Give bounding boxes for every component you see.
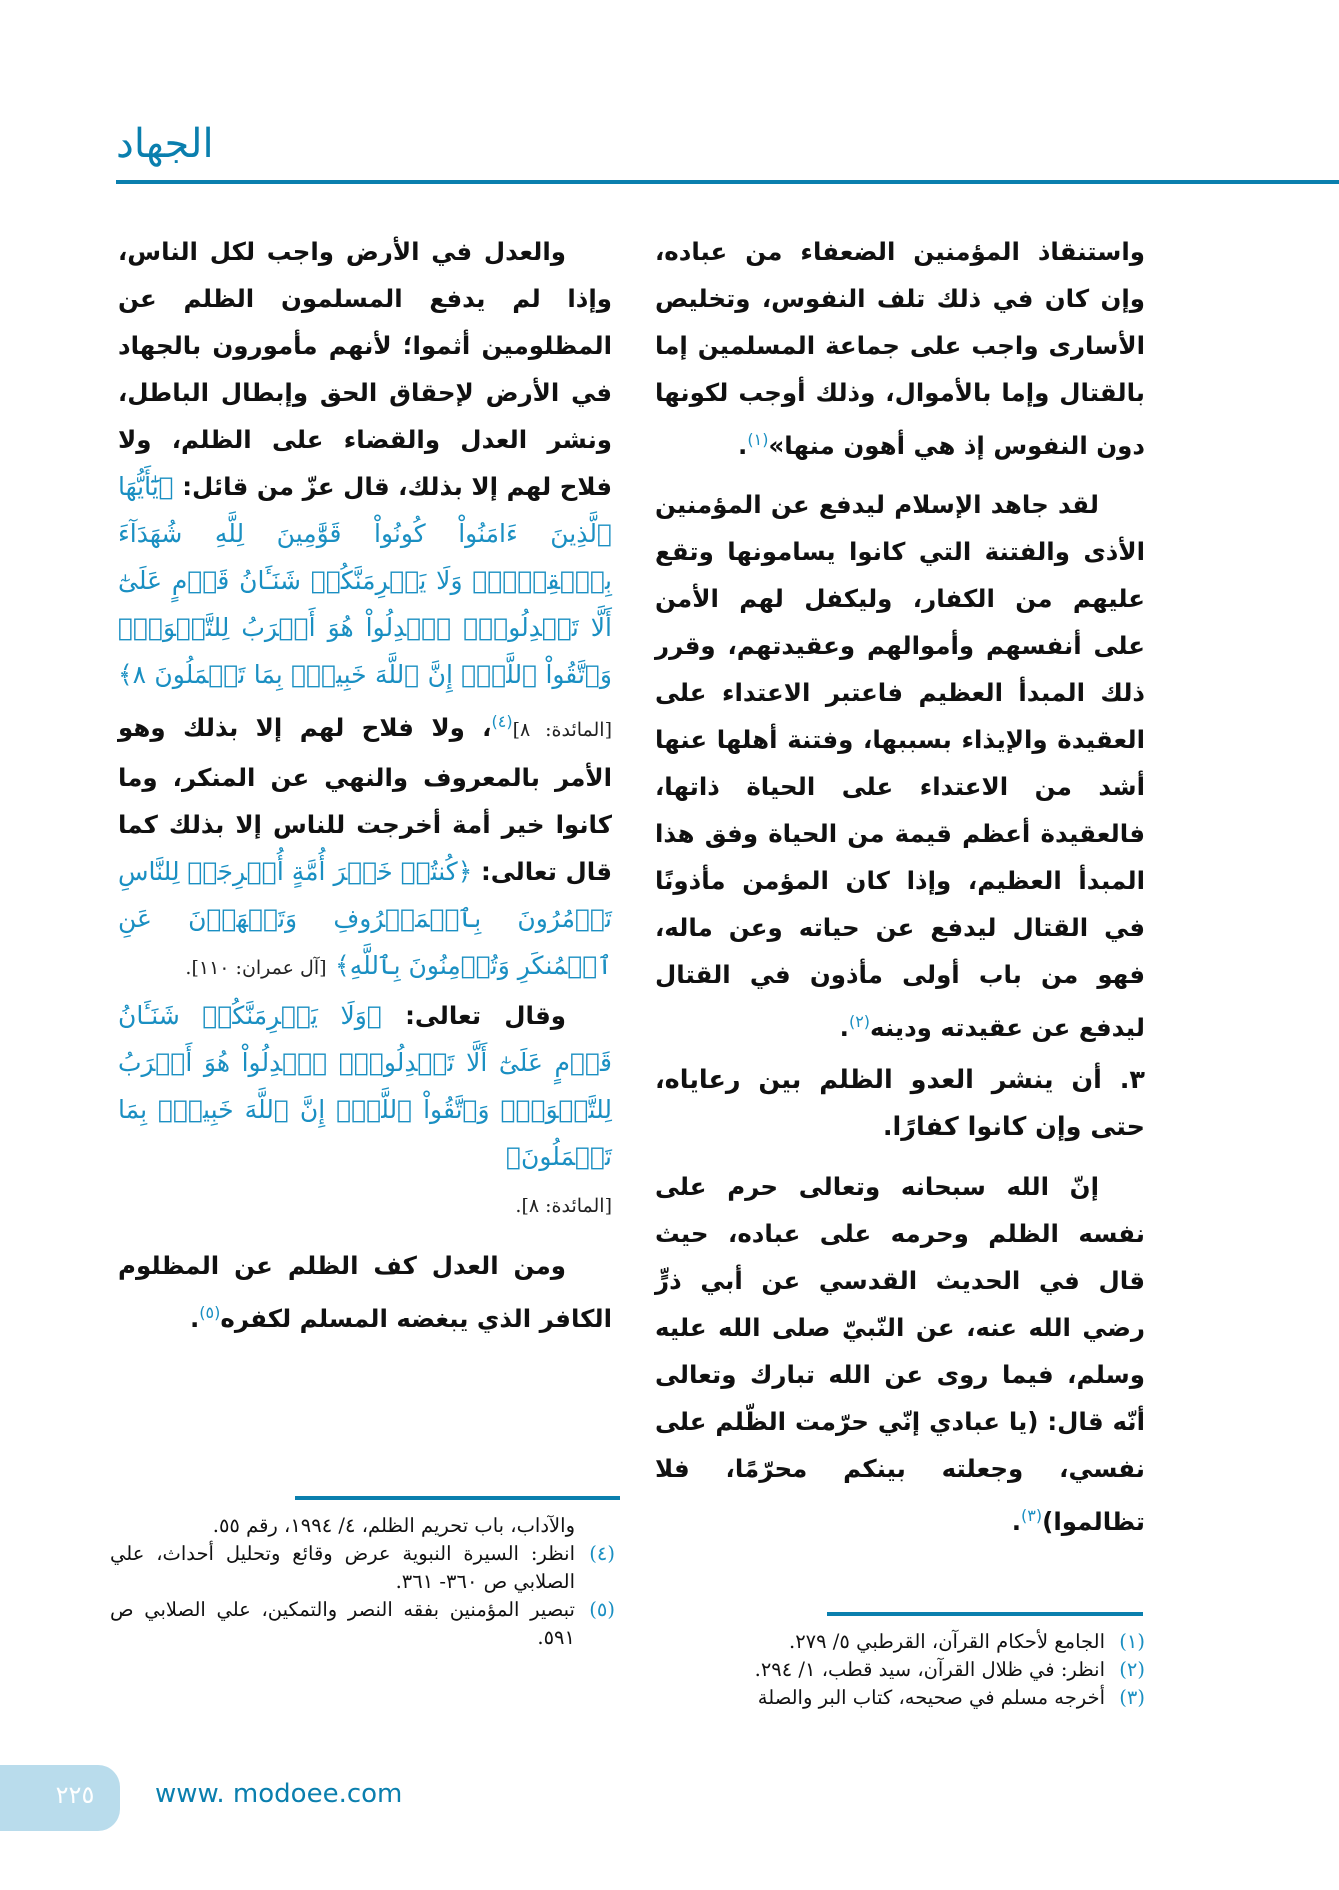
footnote-ref[interactable]: (١) [747, 430, 769, 449]
quran-verse: ﴿يَٰٓأَيُّهَا ٱلَّذِينَ ءَامَنُواْ كُونُواْ قَوَّٰمِينَ لِلَّهِ شُهَدَآءَ بِٱلۡقِسۡطِۖ وَلَا يَجۡرِمَنَّكُمۡ شَنَـَٔانُ قَوۡمٍ عَلَىٰٓ أَلَّا تَعۡدِلُواْۚ ٱعۡدِلُواْ هُوَ أَقۡرَبُ لِلتَّقۡوَىٰۖ وَٱتَّقُواْ ٱللَّهَۚ إِنَّ ٱللَّهَ خَبِيرُۢ بِمَا تَعۡمَلُونَ ٨﴾ [118, 472, 612, 689]
paragraph-text: لقد جاهد الإسلام ليدفع عن المؤمنين الأذى والفتنة التي كانوا يسامونها وتقع عليهم من الكفار، وليكفل لهم الأمن على أنفسهم وأموالهم وعقيدتهم، وقرر ذلك المبدأ العظيم فاعتبر الاعتداء على العقيدة والإيذاء بسببها، وفتنة أهلها عنها أشد من الاعتداء على الحياة ذاتها، فالعقيدة أعظم قيمة من الحياة وفق هذا المبدأ العظيم، وإذا كان المؤمن مأذونًا في القتال ليدفع عن حياته وعن ماله، فهو من باب أولى مأذون في القتال ليدفع عن عقيدته ودينه [655, 490, 1145, 1043]
footnote-continuation: والآداب، باب تحريم الظلم، ٤/ ١٩٩٤، رقم ٥٥. [212, 1514, 575, 1537]
verse-reference: [المائدة: ٨] [512, 719, 612, 742]
footnote-text: انظر: في ظلال القرآن، سيد قطب، ١/ ٢٩٤. [754, 1658, 1105, 1681]
footnote-divider [827, 1612, 1143, 1616]
paragraph [655, 228, 1145, 469]
footnotes-left [110, 1512, 615, 1652]
chapter-title: الجهاد [116, 121, 214, 167]
footnote-divider [295, 1496, 620, 1500]
quran-verse: ﴿وَلَا يَجۡرِمَنَّكُمۡ شَنَـَٔانُ قَوۡمٍ عَلَىٰٓ أَلَّا تَعۡدِلُواْۚ ٱعۡدِلُواْ هُوَ أَقۡرَبُ لِلتَّقۡوَىٰۖ وَٱتَّقُواْ ٱللَّهَۚ إِنَّ ٱللَّهَ خَبِيرُۢ بِمَا تَعۡمَلُونَ﴾ [118, 1001, 612, 1172]
paragraph [118, 992, 612, 1230]
paragraph-text: ، ولا فلاح لهم إلا بذلك وهو الأمر بالمعروف والنهي عن المنكر، وما كانوا خير أمة أخرجت للناس إلا بذلك كما قال تعالى: [118, 713, 613, 887]
footnote-item [640, 1684, 1145, 1712]
footnote-text: انظر: السيرة النبوية عرض وقائع وتحليل أحداث، علي الصلابي ص ٣٦٠- ٣٦١. [110, 1542, 575, 1593]
paragraph-text: ومن العدل كف الظلم عن المظلوم الكافر الذي يبغضه المسلم لكفره [118, 1251, 612, 1334]
footnote-item [640, 1656, 1145, 1684]
footnotes-right [640, 1628, 1145, 1712]
footnote-number: (٢) [1119, 1658, 1145, 1681]
footnote-ref[interactable]: (٥) [199, 1303, 221, 1323]
page-number: ٢٢٥ [55, 1781, 95, 1809]
footnote-item [110, 1540, 615, 1596]
verse-reference: [المائدة: ٨]. [515, 1195, 612, 1218]
footnote-number: (٤) [589, 1542, 615, 1565]
paragraph [655, 1163, 1145, 1545]
footnote-text: الجامع لأحكام القرآن، القرطبي ٥/ ٢٧٩. [788, 1630, 1105, 1653]
footnote-text: أخرجه مسلم في صحيحه، كتاب البر والصلة [757, 1686, 1105, 1709]
right-column [655, 228, 1145, 1545]
paragraph [655, 481, 1145, 1051]
paragraph-text: إنّ الله سبحانه وتعالى حرم على نفسه الظلم وحرمه على عباده، حيث قال في الحديث القدسي عن أبي ذرٍّ رضي الله عنه، عن النّبيّ صلى الله عليه وسلم، فيما روى عن الله تبارك وتعالى أنّه قال: (يا عبادي إنّي حرّمت الظّلم على نفسي، وجعلته بينكم محرّمًا، فلا تظالموا) [655, 1172, 1145, 1537]
paragraph-text: واستنقاذ المؤمنين الضعفاء من عباده، وإن كان في ذلك تلف النفوس، وتخليص الأسارى واجب على جماعة المسلمين إما بالقتال وإما بالأموال، وذلك أوجب لكونها دون النفوس إذ هي أهون منها» [655, 237, 1145, 461]
header-divider [116, 180, 1339, 184]
footnote-number: (٥) [589, 1598, 615, 1621]
quran-verse: ﴿كُنتُمۡ خَيۡرَ أُمَّةٍ أُخۡرِجَتۡ لِلنَّاسِ تَأۡمُرُونَ بِٱلۡمَعۡرُوفِ وَتَنۡهَوۡنَ عَنِ ٱلۡمُنكَرِ وَتُؤۡمِنُونَ بِٱللَّهِ﴾ [118, 857, 612, 981]
footnote-number: (٣) [1119, 1686, 1145, 1709]
paragraph-text: وقال تعالى: [405, 1001, 566, 1031]
footnote-item [110, 1596, 615, 1652]
footnote-ref[interactable]: (٣) [1021, 1506, 1043, 1526]
paragraph [118, 228, 612, 992]
punctuation: . [1011, 1507, 1022, 1537]
punctuation: . [839, 1013, 849, 1043]
footnote-ref[interactable]: (٤) [491, 712, 513, 731]
punctuation: . [738, 431, 748, 461]
verse-reference: [آل عمران: ١١٠]. [185, 957, 327, 980]
footnote-item [640, 1628, 1145, 1656]
section-heading: ٣. أن ينشر العدو الظلم بين رعاياه، حتى وإن كانوا كفارًا. [655, 1065, 1145, 1143]
website-link[interactable]: www. modoee.com [155, 1779, 403, 1809]
punctuation: . [189, 1304, 200, 1334]
left-column [118, 228, 612, 1342]
footnote-text: تبصير المؤمنين بفقه النصر والتمكين، علي الصلابي ص ٥٩١. [110, 1598, 575, 1649]
paragraph-text: والعدل في الأرض واجب لكل الناس، وإذا لم يدفع المسلمون الظلم عن المظلومين أثموا؛ لأنهم مأمورون بالجهاد في الأرض لإحقاق الحق وإبطال الباطل، ونشر العدل والقضاء على الظلم، ولا فلاح لهم إلا بذلك، قال عزّ من قائل: [118, 237, 612, 501]
footnote-ref[interactable]: (٢) [848, 1012, 871, 1032]
paragraph [118, 1242, 612, 1342]
footnote-number: (١) [1119, 1630, 1145, 1653]
